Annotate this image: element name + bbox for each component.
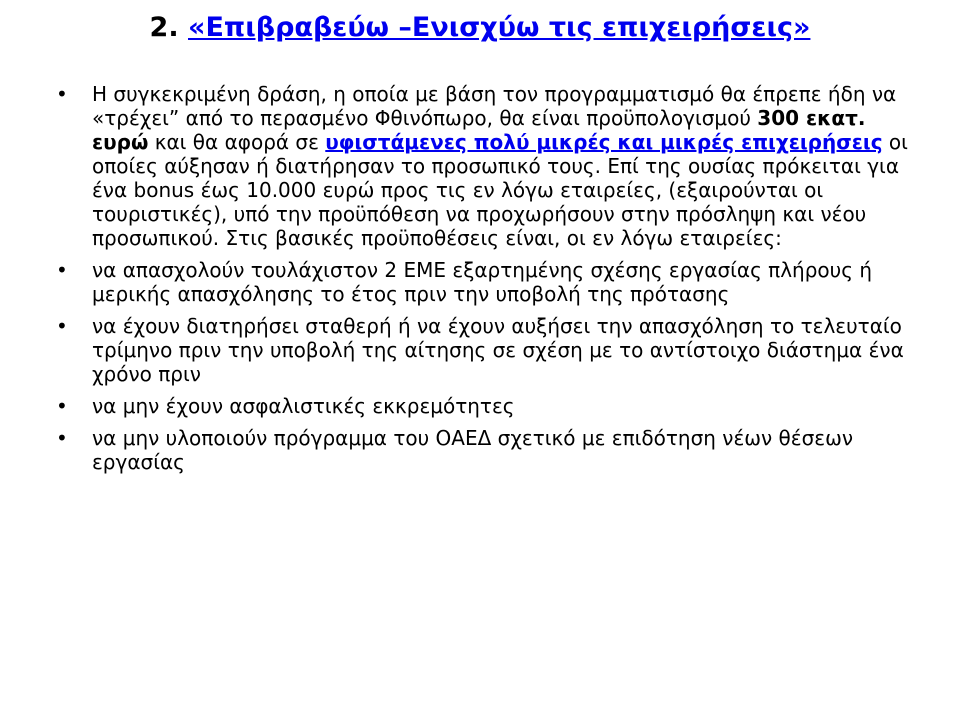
title-number: 2. <box>149 12 179 43</box>
list-item <box>56 394 916 418</box>
slide-title <box>0 10 960 46</box>
paragraph-text: και θα αφορά σε <box>148 130 326 154</box>
bullet-icon: • <box>56 314 68 338</box>
condition-text: να μην υλοποιούν πρόγραμμα του ΟΑΕΔ σχετικό με επιδότηση νέων θέσεων εργασίας <box>92 426 854 474</box>
paragraph-text: Η συγκεκριμένη δράση, η οποία με βάση τον προγραμματισμό θα έπρεπε ήδη να «τρέχει” από το περασμένο Φθινόπωρο, θα είναι προϋπολογισμού <box>92 82 897 130</box>
budget-amount: 300 εκατ. ευρώ <box>92 106 866 154</box>
condition-text: να μην έχουν ασφαλιστικές εκκρεμότητες <box>92 394 515 418</box>
enterprises-link[interactable]: υφιστάμενες πολύ μικρές και μικρές επιχειρήσεις <box>325 130 883 154</box>
list-item <box>56 314 916 386</box>
bullet-icon: • <box>56 258 68 282</box>
list-item <box>56 82 916 250</box>
title-link[interactable]: «Επιβραβεύω –Ενισχύω τις επιχειρήσεις» <box>188 12 811 43</box>
list-item <box>56 426 916 474</box>
bullet-icon: • <box>56 82 68 106</box>
condition-text: να έχουν διατηρήσει σταθερή ή να έχουν αυξήσει την απασχόληση το τελευταίο τρίμηνο πριν την υποβολή της αίτησης σε σχέση με το αντίστοιχο διάστημα ένα χρόνο πριν <box>92 314 904 386</box>
bullet-list <box>56 82 916 482</box>
paragraph-text: οι οποίες αύξησαν ή διατήρησαν το προσωπικό τους. Επί της ουσίας πρόκειται για ένα bonus έως 10.000 ευρώ προς τις εν λόγω εταιρείες, (εξαιρούνται οι τουριστικές), υπό την προϋπόθεση να προχωρήσουν στην πρόσληψη και νέου προσωπικού. Στις βασικές προϋποθέσεις είναι, οι εν λόγω εταιρείες: <box>92 130 908 250</box>
bullet-icon: • <box>56 394 68 418</box>
bullet-icon: • <box>56 426 68 450</box>
list-item <box>56 258 916 306</box>
condition-text: να απασχολούν τουλάχιστον 2 ΕΜΕ εξαρτημένης σχέσης εργασίας πλήρους ή μερικής απασχόλησης το έτος πριν την υποβολή της πρότασης <box>92 258 872 306</box>
